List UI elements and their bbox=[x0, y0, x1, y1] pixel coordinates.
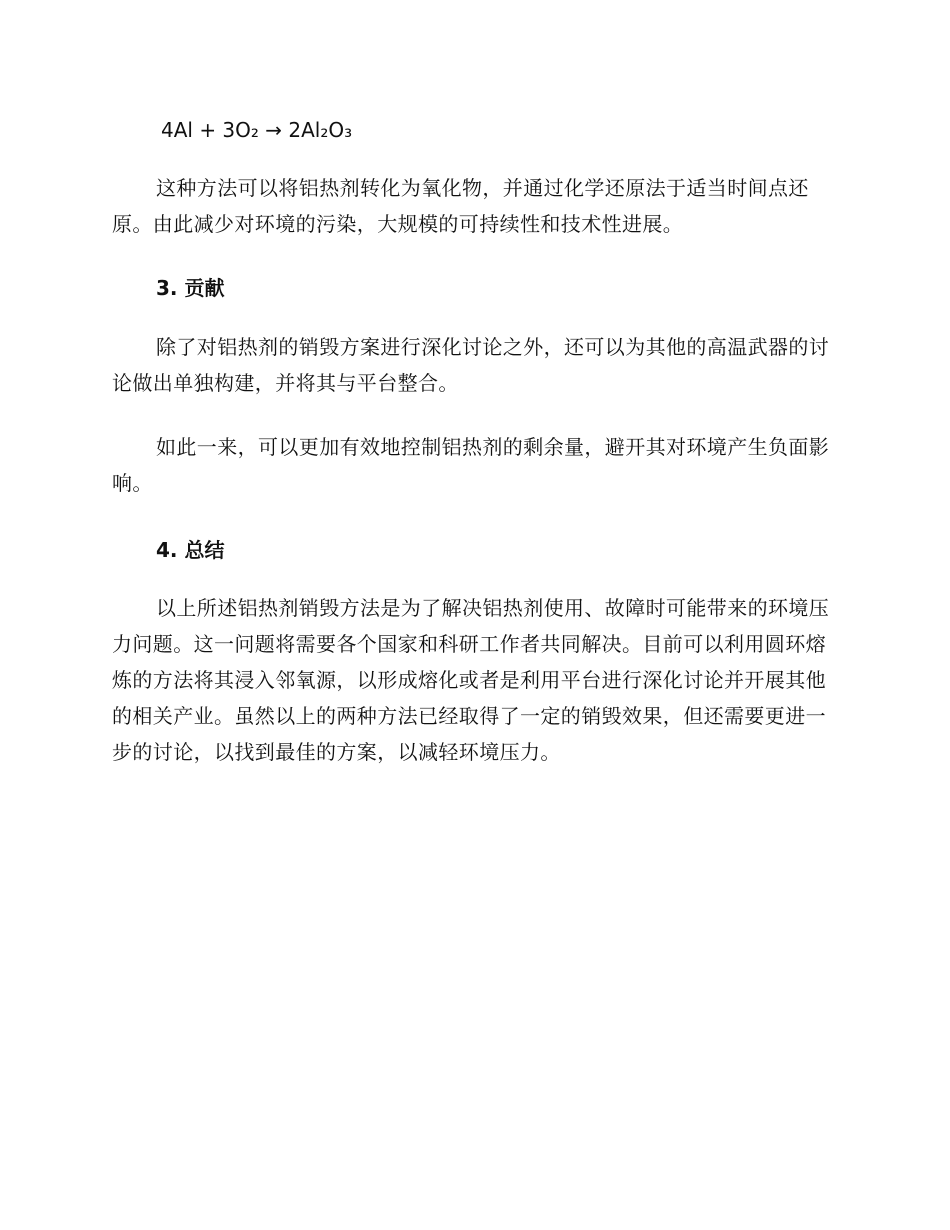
chemical-formula: 4Al + 3O₂ → 2Al₂O₃ bbox=[161, 118, 353, 142]
section-heading-contribution: 3. 贡献 bbox=[156, 276, 225, 300]
paragraph-effect: 如此一来，可以更加有效地控制铝热剂的剩余量，避开其对环境产生负面影响。 bbox=[112, 435, 830, 495]
section-heading-summary: 4. 总结 bbox=[156, 538, 225, 562]
paragraph-block-4 bbox=[112, 590, 832, 770]
paragraph-contribution: 除了对铝热剂的销毁方案进行深化讨论之外，还可以为其他的高温武器的讨论做出单独构建，并将其与平台整合。 bbox=[112, 335, 830, 395]
paragraph-method-description: 这种方法可以将铝热剂转化为氧化物，并通过化学还原法于适当时间点还原。由此减少对环境的污染，大规模的可持续性和技术性进展。 bbox=[112, 176, 809, 236]
paragraph-block-2 bbox=[112, 329, 832, 401]
paragraph-summary: 以上所述铝热剂销毁方法是为了解决铝热剂使用、故障时可能带来的环境压力问题。这一问题将需要各个国家和科研工作者共同解决。目前可以利用圆环熔炼的方法将其浸入邻氧源，以形成熔化或者是利用平台进行深化讨论并开展其他的相关产业。虽然以上的两种方法已经取得了一定的销毁效果，但还需要更进一步的讨论，以找到最佳的方案，以减轻环境压力。 bbox=[112, 596, 830, 764]
paragraph-block-1 bbox=[112, 170, 832, 242]
paragraph-block-3 bbox=[112, 429, 832, 501]
